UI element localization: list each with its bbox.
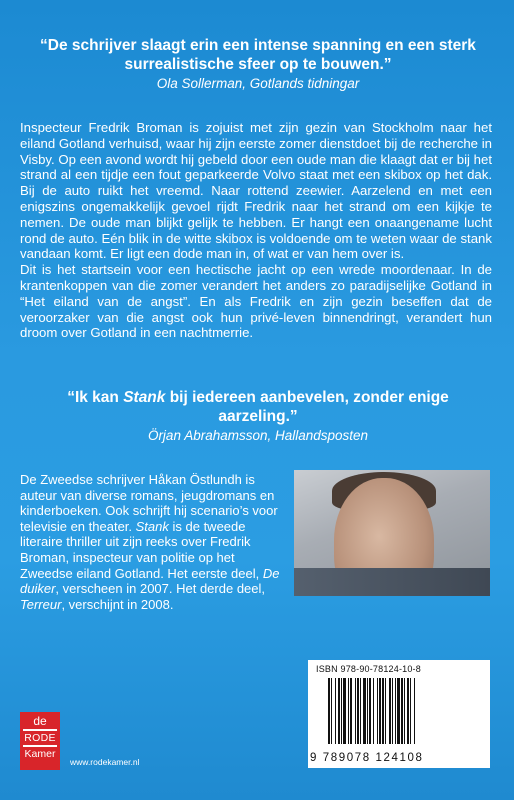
barcode-bar [350,678,352,744]
bio-text: , verscheen in 2007. Het derde deel, [55,581,266,597]
quote-part: “Ik kan [67,389,124,406]
barcode-bar [348,678,349,744]
publisher-website: www.rodekamer.nl [70,757,140,767]
barcode-bar [367,678,368,744]
synopsis [20,120,492,341]
bio-text: De Zweedse schrijver Håkan Östlundh is auteur van diverse romans, jeugdromans en kinderboeken. Ook schrijft hij scenario’s voor televisie en theater. [20,472,278,534]
isbn-barcode-box [308,660,490,768]
barcode-bar [385,678,386,744]
author-bio [20,472,490,612]
review-quote-middle [30,388,486,445]
barcode-bar [401,678,403,744]
review-quote-top [30,36,486,93]
barcode [322,678,482,746]
barcode-bar [331,678,332,744]
barcode-bar [407,678,409,744]
barcode-bar [369,678,371,744]
review-quote-text: “De schrijver slaagt erin een intense spanning en een sterk surrealistische sfeer op te bouwen.” [40,37,476,73]
bio-text: , verschijnt in 2008. [61,596,174,612]
logo-text: Kamer [24,748,56,760]
barcode-bar [397,678,400,744]
barcode-number: 9 789078 124108 [310,752,424,764]
isbn-label: ISBN 978-90-78124-10-8 [316,664,421,674]
logo-divider [23,745,57,747]
logo-divider [23,729,57,731]
barcode-bar [379,678,381,744]
barcode-bar [377,678,378,744]
barcode-bar [410,678,411,744]
book-title: Stank [123,389,166,406]
logo-text: de [33,714,47,728]
barcode-bar [363,678,366,744]
book-title: De duiker [20,565,280,597]
barcode-bar [395,678,396,744]
barcode-bar [414,678,415,744]
book-title: Stank [135,518,169,534]
synopsis-paragraph: Dit is het startsein voor een hectische jacht op een wrede moordenaar. In de krantenkoppen van die zomer verandert het anders zo paradijselijke Gotland in “Het eiland van de angst”. En als Fredrik en zijn gezin beseffen dat de veroorzaker van die angst ook hun privé-leven binnendringt, verandert hun droom over Gotland in een nachtmerrie. [20,262,492,341]
barcode-bar [343,678,346,744]
synopsis-paragraph: Inspecteur Fredrik Broman is zojuist met zijn gezin van Stockholm naar het eiland Gotland verhuisd, waar hij zijn eerste zomer dienstdoet bij de recherche in Visby. Op een avond wordt hij gebeld door een oude man die klaagt dat er bij het strand al een tijdje een fout geparkeerde Volvo staat met een skibox op het dak. Bij de auto ruikt het vreemd. Naar rottend zeewier. Aarzelend en met een enigszins ongemakkelijk gevoel rijdt Fredrik naar het strand om een kijkje te nemen. De oude man blijkt gelijk te hebben. Er hangt een onaangename lucht rond de auto. Eén blik in de witte skibox is voldoende om te weten waar de stank vandaan komt. Er ligt een dode man in, of wat er van hem over is. [20,120,492,262]
barcode-bar [404,678,405,744]
barcode-bar [360,678,361,744]
book-title: Terreur [20,596,62,612]
barcode-bar [357,678,359,744]
logo-text: RODE [24,732,56,744]
review-quote-source: Ola Sollerman, Gotlands tidningar [156,76,360,91]
barcode-bar [341,678,342,744]
review-quote-source: Örjan Abrahamsson, Hallandsposten [147,428,369,443]
barcode-bar [328,678,330,744]
author-photo [294,470,490,596]
barcode-bar [338,678,340,744]
barcode-bar [382,678,384,744]
barcode-bar [392,678,393,744]
bio-text: is de tweede literaire thriller uit zijn reeks over Fredrik Broman, inspecteur van politie op het Zweedse eiland Gotland. Het eerste deel, [20,518,263,581]
barcode-bar [389,678,391,744]
quote-part: bij iedereen aanbevelen, zonder enige aarzeling.” [165,389,449,425]
barcode-bar [373,678,374,744]
barcode-bar [335,678,336,744]
publisher-logo [20,712,60,770]
review-quote-text [30,388,486,426]
barcode-bar [355,678,356,744]
author-photo-shirt [294,568,490,596]
